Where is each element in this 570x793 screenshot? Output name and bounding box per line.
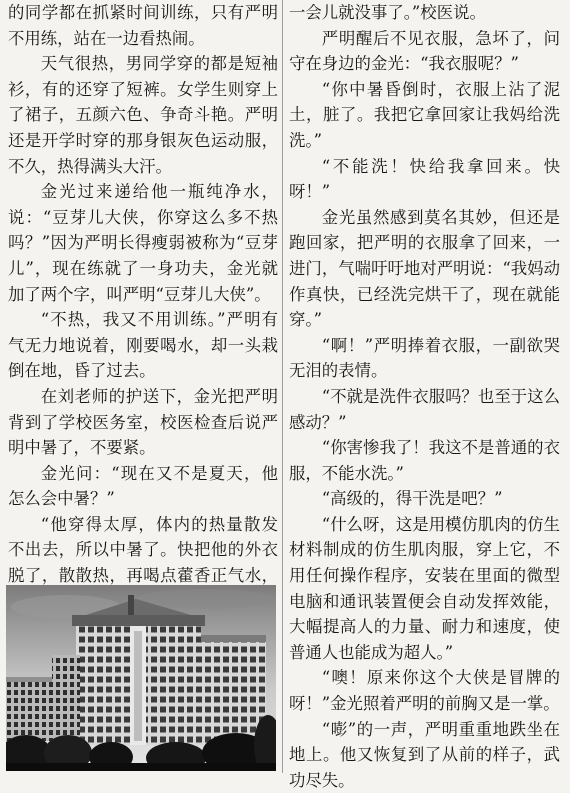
paragraph: “你害惨我了！我这不是普通的衣服，不能水洗。” (289, 438, 560, 483)
building-illustration (6, 585, 276, 771)
left-text-column (8, 0, 278, 614)
paragraph: “噢！原来你这个大侠是冒牌的呀！”金光照着严明的前胸又是一掌。 (289, 668, 560, 714)
paragraph: 的同学都在抓紧时间训练，只有严明不用练，站在一边看热闹。 (8, 3, 278, 48)
paragraph: 金光过来递给他一瓶纯净水，说：“豆芽儿大侠，你穿这么多不热吗？”因为严明长得瘦弱被称为“豆芽儿”，现在练就了一身功夫，金光就加了两个字，叫严明“豆芽儿大侠”。 (8, 182, 278, 304)
paragraph: “啊！”严明捧着衣服，一副欲哭无泪的表情。 (289, 335, 560, 381)
paragraph: “你中暑昏倒时，衣服上沾了泥土，脏了。我把它拿回家让我妈给洗洗。” (289, 79, 560, 150)
paragraph: 天气很热，男同学穿的都是短袖衫，有的还穿了短裤。女学生则穿上了裙子，五颜六色、争奇斗艳。严明还是开学时穿的那身银灰色运动服，不久，热得满头大汗。 (8, 54, 278, 176)
paragraph: 一会儿就没事了。”校医说。 (289, 3, 486, 22)
paragraph: “不热，我又不用训练。”严明有气无力地说着，刚要喝水，却一头栽倒在地，昏了过去。 (8, 310, 278, 381)
paragraph: 在刘老师的护送下，金光把严明背到了学校医务室，校医检查后说严明中暑了，不要紧。 (8, 386, 278, 458)
school-building-photo (6, 585, 276, 771)
paragraph: “他穿得太厚，体内的热量散发不出去，所以中暑了。快把他的外衣脱了，散散热，再喝点藿香正气水， (8, 514, 278, 586)
column-divider (282, 0, 283, 773)
paragraph: “高级的，得干洗是吧？” (321, 489, 503, 509)
paragraph: “不能洗！快给我拿回来。快呀！” (289, 156, 560, 202)
paragraph: 严明醒后不见衣服，急坏了，问守在身边的金光：“我衣服呢？” (289, 28, 560, 74)
paragraph: 金光问：“现在又不是夏天，他怎么会中暑？” (8, 463, 278, 509)
paragraph: “嘭”的一声，严明重重地跌坐在地上。他又恢复到了从前的样子，武功尽失。 (289, 719, 560, 790)
right-text-column (289, 0, 560, 793)
paragraph: “不就是洗件衣服吗？也至于这么感动？” (289, 386, 560, 432)
paragraph: “什么呀，这是用模仿肌肉的仿生材料制成的仿生肌肉服，穿上它，不用任何操作程序，安装在里面的微型电脑和通讯装置便会自动发挥效能，大幅提高人的力量、耐力和速度，使普通人也能成为超人。” (289, 514, 560, 662)
paragraph: 金光虽然感到莫名其妙，但还是跑回家，把严明的衣服拿了回来，一进门，气喘吁吁地对严明说：“我妈动作真快，已经洗完烘干了，现在就能穿。” (289, 207, 560, 330)
